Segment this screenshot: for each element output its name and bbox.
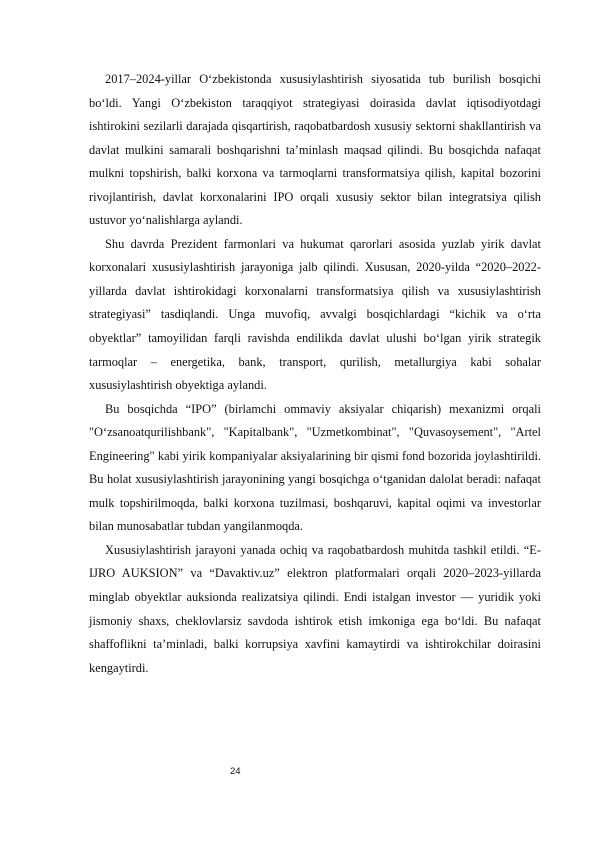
paragraph-1: 2017–2024-yillar O‘zbekistonda xususiylashtirish siyosatida tub burilish bosqichi bo‘ldi. Yangi O‘zbekiston taraqqiyot strategiyasi doirasida davlat iqtisodiyotdagi ishtirokini sezilarli darajada qisqartirish, raqobatbardosh xususiy sektorni shakllantirish va davlat mulkini samarali boshqarishni ta’minlash maqsad qilindi. Bu bosqichda nafaqat mulkni topshirish, balki korxona va tarmoqlarni transformatsiya qilish, kapital bozorini rivojlantirish, davlat korxonalarini IPO orqali xususiy sektor bilan integratsiya qilish ustuvor yo‘nalishlarga aylandi. <box>89 72 541 228</box>
paragraph-3: Bu bosqichda “IPO” (birlamchi ommaviy aksiyalar chiqarish) mexanizmi orqali "O‘zsanoatqurilishbank", "Kapitalbank", "Uzmetkombinat", "Quvasoysement", "Artel Engineering" kabi yirik kompaniyalar aksiyalarining bir qismi fond bozorida joylashtirildi. Bu holat xususiylashtirish jarayonining yangi bosqichga o‘tganidan dalolat beradi: nafaqat mulk topshirilmoqda, balki korxona tuzilmasi, boshqaruvi, kapital oqimi va investorlar bilan munosabatlar tubdan yangilanmoqda. <box>89 401 541 534</box>
document-body <box>89 68 541 680</box>
paragraph-2: Shu davrda Prezident farmonlari va hukumat qarorlari asosida yuzlab yirik davlat korxonalari xususiylashtirish jarayoniga jalb qilindi. Xususan, 2020-yilda “2020–2022-yillarda davlat ishtirokidagi korxonalarni transformatsiya qilish va xususiylashtirish strategiyasi” tasdiqlandi. Unga muvofiq, avvalgi bosqichlardagi “kichik va o‘rta obyektlar” tamoyilidan farqli ravishda endilikda davlat ulushi bo‘lgan yirik strategik tarmoqlar – energetika, bank, transport, qurilish, metallurgiya kabi sohalar xususiylashtirish obyektiga aylandi. <box>89 236 541 393</box>
page-number: 24 <box>230 766 241 777</box>
paragraph-4: Xususiylashtirish jarayoni yanada ochiq va raqobatbardosh muhitda tashkil etildi. “E-IJRO AUKSION” va “Davaktiv.uz” elektron platformalari orqali 2020–2023-yillarda minglab obyektlar auksionda realizatsiya qilindi. Endi istalgan investor — yuridik yoki jismoniy shaxs, cheklovlarsiz savdoda ishtirok etish imkoniga ega bo‘ldi. Bu nafaqat shaffoflikni ta’minladi, balki korrupsiya xavfini kamaytirdi va ishtirokchilar doirasini kengaytirdi. <box>89 542 541 675</box>
